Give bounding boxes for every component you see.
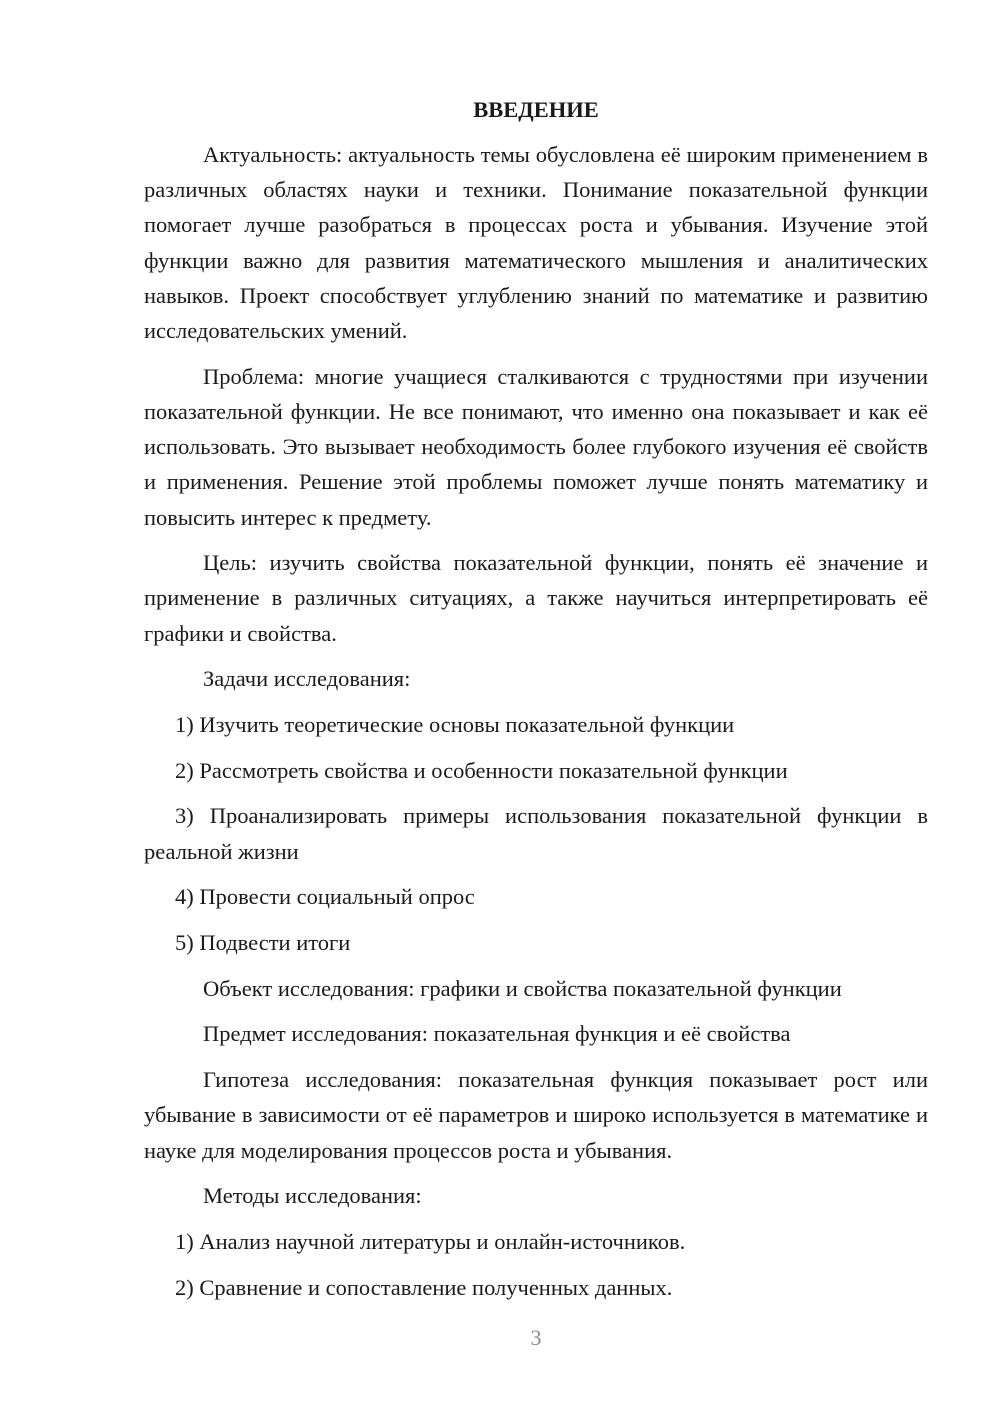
paragraph-object: Объект исследования: графики и свойства показательной функции	[203, 975, 842, 1001]
tasks-heading: Задачи исследования:	[203, 666, 411, 692]
method-item-2: 2) Сравнение и сопоставление полученных данных.	[175, 1274, 673, 1300]
task-item-4: 4) Провести социальный опрос	[175, 884, 475, 910]
methods-heading: Методы исследования:	[203, 1183, 422, 1209]
paragraph-goal: Цель: изучить свойства показательной функции, понять её значение и применение в различных ситуациях, а также научиться интерпретировать её графики и свойства.	[144, 550, 928, 646]
paragraph-relevance: Актуальность: актуальность темы обусловлена её широким применением в различных областях науки и техники. Понимание показательной функции помогает лучше разобраться в процессах роста и убывания. Изучение этой функции важно для развития математического мышления и аналитических навыков. Проект способствует углублению знаний по математике и развитию исследовательских умений.	[144, 142, 928, 344]
paragraph-subject: Предмет исследования: показательная функция и её свойства	[203, 1021, 791, 1047]
task-item-3: 3) Проанализировать примеры использования показательной функции в реальной жизни	[144, 803, 928, 864]
task-item-5: 5) Подвести итоги	[175, 930, 351, 956]
task-item-1: 1) Изучить теоретические основы показательной функции	[175, 712, 735, 738]
section-title: ВВЕДЕНИЕ	[473, 97, 599, 122]
paragraph-hypothesis: Гипотеза исследования: показательная функция показывает рост или убывание в зависимости от её параметров и широко используется в математике и науке для моделирования процессов роста и убывания.	[144, 1067, 928, 1163]
task-item-2: 2) Рассмотреть свойства и особенности показательной функции	[175, 757, 788, 783]
method-item-1: 1) Анализ научной литературы и онлайн-источников.	[175, 1228, 686, 1254]
paragraph-problem: Проблема: многие учащиеся сталкиваются с трудностями при изучении показательной функции. Не все понимают, что именно она показывает и как её использовать. Это вызывает необходимость более глубокого изучения её свойств и применения. Решение этой проблемы поможет лучше понять математику и повысить интерес к предмету.	[144, 363, 928, 530]
page-number: 3	[530, 1325, 542, 1350]
document-page	[144, 92, 928, 1315]
